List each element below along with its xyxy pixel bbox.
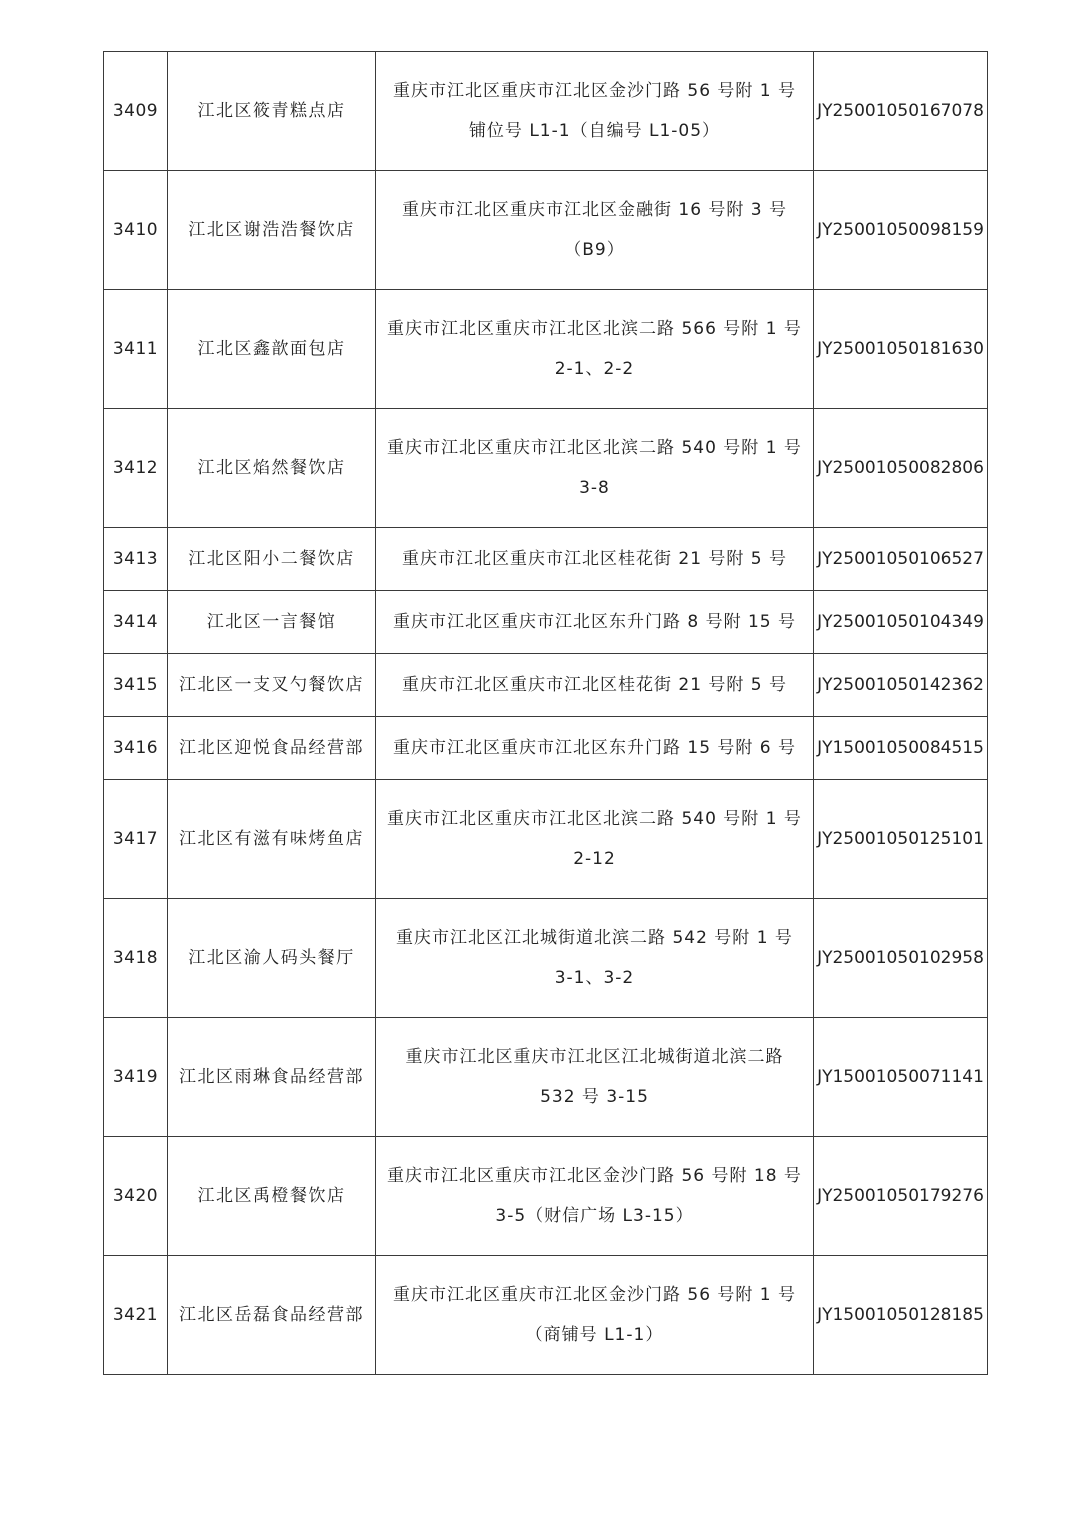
business-address — [376, 528, 814, 591]
row-number: 3418 — [104, 899, 168, 1018]
business-name: 江北区一言餐馆 — [168, 591, 376, 654]
business-address — [376, 717, 814, 780]
business-address — [376, 1137, 814, 1256]
address-line: 重庆市江北区重庆市江北区桂花街 21 号附 5 号 — [401, 549, 788, 569]
table-row — [104, 409, 988, 528]
license-number: JY25001050098159 — [814, 171, 988, 290]
row-number: 3411 — [104, 290, 168, 409]
table-row — [104, 1256, 988, 1375]
address-line: 重庆市江北区重庆市江北区桂花街 21 号附 5 号 — [401, 675, 788, 695]
business-address — [376, 1018, 814, 1137]
license-table — [103, 51, 988, 1375]
address-line: 重庆市江北区重庆市江北区东升门路 15 号附 6 号 — [392, 738, 797, 758]
business-address — [376, 409, 814, 528]
address-line: 3-8 — [579, 478, 610, 498]
business-name: 江北区焰然餐饮店 — [168, 409, 376, 528]
license-number: JY25001050106527 — [814, 528, 988, 591]
row-number: 3415 — [104, 654, 168, 717]
business-name: 江北区鑫歆面包店 — [168, 290, 376, 409]
address-line: （商铺号 L1-1） — [525, 1325, 664, 1345]
address-line: 重庆市江北区重庆市江北区北滨二路 540 号附 1 号 — [387, 809, 802, 829]
business-name: 江北区有滋有味烤鱼店 — [168, 780, 376, 899]
license-number: JY25001050125101 — [814, 780, 988, 899]
license-number: JY15001050084515 — [814, 717, 988, 780]
address-line: 重庆市江北区重庆市江北区江北城街道北滨二路 — [405, 1047, 784, 1067]
license-number: JY25001050082806 — [814, 409, 988, 528]
business-address — [376, 171, 814, 290]
row-number: 3421 — [104, 1256, 168, 1375]
address-line: 3-1、3-2 — [554, 968, 635, 988]
address-line: 铺位号 L1-1（自编号 L1-05） — [468, 121, 721, 141]
row-number: 3410 — [104, 171, 168, 290]
table-row — [104, 780, 988, 899]
address-line: （B9） — [564, 240, 625, 260]
address-line: 重庆市江北区重庆市江北区东升门路 8 号附 15 号 — [392, 612, 797, 632]
business-address — [376, 780, 814, 899]
table-row — [104, 290, 988, 409]
address-line: 重庆市江北区重庆市江北区北滨二路 566 号附 1 号 — [387, 319, 802, 339]
business-address — [376, 591, 814, 654]
table-row — [104, 52, 988, 171]
row-number: 3419 — [104, 1018, 168, 1137]
table-row — [104, 654, 988, 717]
address-line: 重庆市江北区江北城街道北滨二路 542 号附 1 号 — [396, 928, 793, 948]
license-number: JY25001050142362 — [814, 654, 988, 717]
row-number: 3417 — [104, 780, 168, 899]
address-line: 重庆市江北区重庆市江北区金融街 16 号附 3 号 — [401, 200, 788, 220]
license-number: JY15001050071141 — [814, 1018, 988, 1137]
table-row — [104, 591, 988, 654]
table-row — [104, 717, 988, 780]
business-name: 江北区迎悦食品经营部 — [168, 717, 376, 780]
license-number: JY25001050181630 — [814, 290, 988, 409]
table-row — [104, 899, 988, 1018]
row-number: 3413 — [104, 528, 168, 591]
business-address — [376, 290, 814, 409]
row-number: 3414 — [104, 591, 168, 654]
license-number: JY15001050128185 — [814, 1256, 988, 1375]
business-name: 江北区阳小二餐饮店 — [168, 528, 376, 591]
license-number: JY25001050104349 — [814, 591, 988, 654]
address-line: 532 号 3-15 — [540, 1087, 649, 1107]
address-line: 重庆市江北区重庆市江北区金沙门路 56 号附 18 号 — [387, 1166, 802, 1186]
address-line: 重庆市江北区重庆市江北区北滨二路 540 号附 1 号 — [387, 438, 802, 458]
row-number: 3409 — [104, 52, 168, 171]
address-line: 重庆市江北区重庆市江北区金沙门路 56 号附 1 号 — [392, 81, 797, 101]
business-name: 江北区筱青糕点店 — [168, 52, 376, 171]
row-number: 3412 — [104, 409, 168, 528]
table-row — [104, 1018, 988, 1137]
address-line: 2-12 — [573, 849, 616, 869]
address-line: 重庆市江北区重庆市江北区金沙门路 56 号附 1 号 — [392, 1285, 797, 1305]
table-row — [104, 171, 988, 290]
license-number: JY25001050167078 — [814, 52, 988, 171]
business-address — [376, 52, 814, 171]
business-name: 江北区岳磊食品经营部 — [168, 1256, 376, 1375]
business-name: 江北区谢浩浩餐饮店 — [168, 171, 376, 290]
row-number: 3420 — [104, 1137, 168, 1256]
business-address — [376, 899, 814, 1018]
business-name: 江北区渝人码头餐厅 — [168, 899, 376, 1018]
table-body — [104, 52, 988, 1375]
table-row — [104, 528, 988, 591]
business-name: 江北区雨琳食品经营部 — [168, 1018, 376, 1137]
business-address — [376, 654, 814, 717]
address-line: 3-5（财信广场 L3-15） — [495, 1206, 694, 1226]
license-number: JY25001050179276 — [814, 1137, 988, 1256]
business-name: 江北区一支叉勺餐饮店 — [168, 654, 376, 717]
table-row — [104, 1137, 988, 1256]
address-line: 2-1、2-2 — [554, 359, 635, 379]
business-address — [376, 1256, 814, 1375]
license-number: JY25001050102958 — [814, 899, 988, 1018]
row-number: 3416 — [104, 717, 168, 780]
business-name: 江北区禹橙餐饮店 — [168, 1137, 376, 1256]
